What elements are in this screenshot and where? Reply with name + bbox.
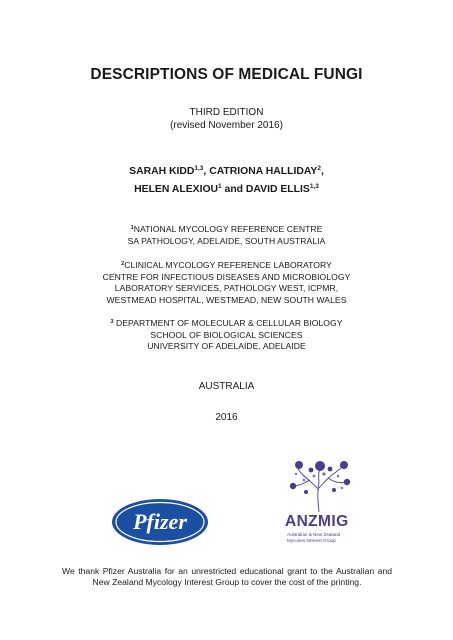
affiliation-text: SCHOOL OF BIOLOGICAL SCIENCES bbox=[150, 329, 303, 340]
anzmig-wordmark: ANZMIG bbox=[285, 513, 349, 530]
author-affiliation-marker: 1,3 bbox=[309, 183, 319, 190]
affiliation-line bbox=[0, 341, 453, 353]
author-name: , CATRIONA HALLIDAY bbox=[203, 166, 318, 177]
acknowledgement-text: We thank Pfizer Australia for an unrestricted educational grant to the Australian and New Zealand Mycology Interest Group to cover the cost of the printing. bbox=[62, 566, 392, 587]
affiliation-marker: 2 bbox=[121, 261, 125, 267]
affiliation-line bbox=[0, 330, 453, 342]
affiliation-text: SA PATHOLOGY, ADELAIDE, SOUTH AUSTRALIA bbox=[127, 235, 326, 246]
affiliation-text: WESTMEAD HOSPITAL, WESTMEAD, NEW SOUTH WALES bbox=[106, 294, 347, 305]
anzmig-subtitle-2: Mycoses Interest Group bbox=[287, 538, 336, 543]
authors-line-2 bbox=[0, 181, 453, 198]
revision-label: (revised November 2016) bbox=[170, 120, 283, 131]
affiliation-text: CENTRE FOR INFECTIOUS DISEASES AND MICROBIOLOGY bbox=[102, 271, 351, 282]
author-affiliation-marker: 2 bbox=[317, 165, 321, 172]
affiliation-text: LABORATORY SERVICES, PATHOLOGY WEST, ICPMR, bbox=[114, 283, 339, 294]
affiliation-line bbox=[0, 283, 453, 295]
author-name: and DAVID ELLIS bbox=[221, 184, 310, 195]
affiliation-line bbox=[0, 295, 453, 307]
affiliation-marker: 1 bbox=[130, 225, 134, 231]
affiliation-marker: 3 bbox=[110, 319, 114, 325]
affiliation-3 bbox=[0, 318, 453, 353]
fungus-illustration-icon bbox=[284, 460, 354, 514]
book-title: DESCRIPTIONS OF MEDICAL FUNGI bbox=[90, 66, 363, 83]
affiliation-text: UNIVERSITY OF ADELAIDE, ADELAIDE bbox=[147, 341, 306, 352]
affiliation-line bbox=[0, 260, 453, 272]
affiliation-line bbox=[0, 236, 453, 248]
affiliation-1 bbox=[0, 224, 453, 247]
edition-label: THIRD EDITION bbox=[189, 107, 264, 118]
author-affiliation-marker: 1,3 bbox=[194, 165, 204, 172]
affiliation-text: DEPARTMENT OF MOLECULAR & CELLULAR BIOLOGY bbox=[116, 318, 343, 328]
pfizer-wordmark: Pfizer bbox=[133, 509, 187, 534]
author-name: SARAH KIDD bbox=[129, 166, 195, 177]
author-affiliation-marker: 1 bbox=[218, 183, 222, 190]
anzmig-subtitle-1: Australian & New Zealand bbox=[287, 532, 341, 537]
pfizer-logo bbox=[110, 497, 210, 547]
author-name: , bbox=[320, 166, 324, 177]
affiliation-line bbox=[0, 224, 453, 236]
affiliation-text: CLINICAL MYCOLOGY REFERENCE LABORATORY bbox=[124, 260, 332, 270]
author-name: HELEN ALEXIOU bbox=[134, 184, 219, 195]
authors-line-1 bbox=[0, 163, 453, 180]
year-label: 2016 bbox=[215, 412, 238, 423]
affiliation-line bbox=[0, 318, 453, 330]
country-label: AUSTRALIA bbox=[198, 381, 255, 392]
affiliation-2 bbox=[0, 260, 453, 306]
affiliation-line bbox=[0, 272, 453, 284]
anzmig-logo bbox=[284, 460, 354, 552]
affiliation-text: NATIONAL MYCOLOGY REFERENCE CENTRE bbox=[133, 224, 323, 234]
